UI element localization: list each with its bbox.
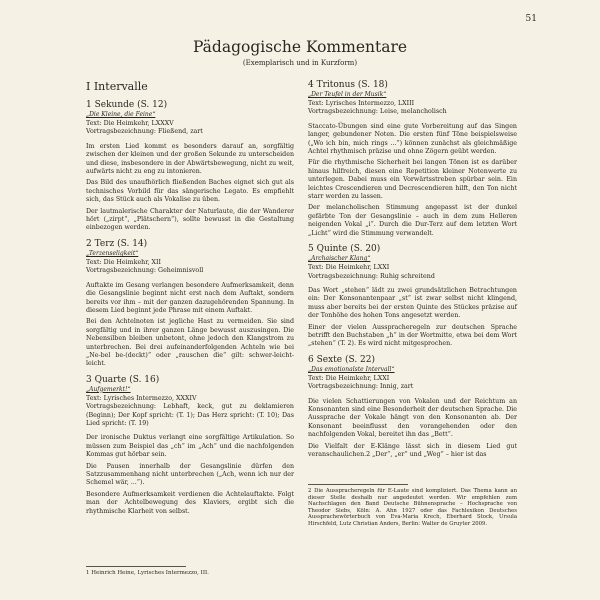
block-sekunde: [86, 100, 294, 233]
paragraph: Das Bild des unaufhörlich fließenden Baches eignet sich gut als technisches Vorbild für das sängerische Legato. Es empfiehlt sich, das Stück auch als Vokalise zu üben.: [86, 179, 294, 204]
block-tritonus: [308, 80, 517, 238]
block-meta: Vortragsbezeichnung: Fließend, zart: [86, 128, 203, 136]
page-title: Pädagogische Kommentare: [192, 38, 408, 56]
footnote-divider: [308, 484, 408, 485]
paragraph: Die Pausen innerhalb der Gesangslinie dürfen den Satzzusammenhang nicht unterbrechen („Ach, wenn ich nur der Schemel wär, ...“).: [86, 462, 294, 487]
block-meta: Vortragsbezeichnung: Ruhig schreitend: [308, 272, 435, 280]
block-quarte: [86, 375, 294, 516]
block-meta: Text: Lyrisches Intermezzo, XXXIV: [86, 394, 197, 402]
paragraph: Auftakte im Gesang verlangen besondere Aufmerksamkeit, denn die Gesangslinie beginnt nicht erst nach dem Auftakt, sondern bereits vor ihm – mit der ganzen dazugehörenden Spannung. In diesem Lied beginnt jede Phrase mit einem Auftakt.: [86, 281, 294, 314]
paragraph: Die vielen Schattierungen von Vokalen und der Reichtum an Konsonanten sind eine Besonderheit der deutschen Sprache. Die Aussprache der Vokale hängt von den Konsonanten ab. Der Konsonant beeinflusst den vorangehenden oder den nachfolgenden Vokal, bereitet ihn das „Bett“.: [308, 397, 517, 439]
paragraph: Der lautmalerische Charakter der Naturlaute, die der Wanderer hört („zirpt“, „Plätschern“), sollte bewusst in die Gestaltung einbezogen werden.: [86, 207, 294, 232]
block-meta: Vortragsbezeichnung: Lebhaft, keck, gut zu deklamieren (Beginn); Der Kopf spricht: (T. 1); Das Herz spricht: (T. 10); Das Lied spricht: (T. 19): [86, 403, 294, 427]
paragraph: Der melancholischen Stimmung angepasst ist der dunkel gefärbte Ton der Gesangslinie – auch in dem zum Helleren neigenden Vokal „i“. Durch die Dur-Terz auf dem letzten Wort „Licht“ wird die Stimmung verwandelt.: [308, 204, 517, 237]
block-meta: Vortragsbezeichnung: Innig, zart: [308, 383, 414, 391]
block-subtitle: „Archaischer Klang“: [308, 255, 371, 263]
paragraph: Die Vielfalt der E-Klänge lässt sich in diesem Lied gut veranschaulichen.2 „Der“, „er“ und „Weg“ – hier ist das: [308, 442, 517, 458]
block-terz: [86, 239, 294, 369]
block-meta: Text: Lyrisches Intermezzo, LXIII: [308, 100, 415, 107]
block-quinte: [308, 244, 517, 349]
paragraph: Der ironische Duktus verlangt eine sorgfältige Artikulation. So müssen zum Beispiel das „ch“ im „Ach“ und die nachfolgenden Kommas gut hörbar sein.: [86, 434, 294, 459]
block-meta: Text: Die Heimkehr, LXXXV: [86, 120, 174, 127]
paragraph: Im ersten Lied kommt es besonders darauf an, sorgfältig zwischen der kleinen und der großen Sekunde zu unterscheiden und diese, insbesondere in der Abwärtsbewegung, nicht zu weit, aufwärts nicht zu eng zu intonieren.: [86, 142, 294, 176]
block-meta: Text: Die Heimkehr, LXXI: [308, 264, 390, 272]
block-heading: 5 Quinte (S. 20): [308, 244, 381, 255]
section-heading: I Intervalle: [86, 80, 148, 93]
paragraph: Einer der vielen Ausspracheregeln zur deutschen Sprache betrifft den Buchstaben „h“ in der Wortmitte, etwa bei dem Wort „stehen“ (T. 2). Es wird nicht mitgesprochen.: [308, 323, 517, 348]
block-meta: Text: Die Heimkehr, XII: [86, 258, 162, 266]
footnote-text: 2 Die Ausspracheregeln für E-Laute sind kompliziert. Das Thema kann an dieser Stelle deshalb nur angedeutet werden. Wir empfehlen zum Nachschlagen den Band Deutsche Bühnensprache – Hochsprache von Theodor Siebs, Köln: A. Ahn 1927 oder das Fachlexikon Deutsches Aussprachewörterbuch von Eva-Maria Krech, Eberhard Stock, Ursula Hirschfeld, Lutz Christian Anders, Berlin: Walter de Gruyter 2009.: [308, 488, 517, 527]
right-column: [308, 80, 517, 465]
block-heading: 3 Quarte (S. 16): [86, 374, 160, 385]
block-meta: Vortragsbezeichnung: Leise, melancholisch: [308, 108, 447, 116]
paragraph: Das Wort „stehen“ lädt zu zwei grundsätzlichen Betrachtungen ein: Der Konsonantenpaar „st“ ist zwar selbst nicht klingend, muss aber bereits bei der ersten Quinte des Stückes präzise auf der Tonhöhe des hohen Tons angesetzt werden.: [308, 286, 517, 320]
paragraph: Bei den Achtelnoten ist jegliche Hast zu vermeiden. Sie sind sorgfältig und in ihrer ganzen Länge bewusst auszusingen. Die Nebensilben bleiben unbetont, ohne jedoch den Klangstrom zu unterbrechen. Bei drei aufeinanderfolgenden Achteln wie bei „Ne-bel be-(deckt)“ oder „rauschen die“ gilt: schwer-leicht-leicht.: [86, 318, 294, 368]
footnote-left: [86, 566, 294, 577]
left-column: [86, 80, 294, 522]
block-heading: 2 Terz (S. 14): [86, 238, 148, 249]
page-number: 51: [525, 14, 537, 24]
block-heading: 1 Sekunde (S. 12): [86, 100, 168, 110]
page-subtitle: (Exemplarisch und in Kurzform): [242, 59, 358, 67]
block-subtitle: „Das emotionalste Intervall“: [308, 365, 395, 373]
footnote-divider: [86, 566, 186, 567]
footnote-text: 1 Heinrich Heine, Lyrisches Intermezzo, III.: [86, 570, 209, 576]
block-subtitle: „Die Kleine, die Feine“: [86, 111, 156, 118]
block-subtitle: „Der Teufel in der Musik“: [308, 91, 387, 98]
footnote-right: [308, 484, 517, 528]
paragraph: Besondere Aufmerksamkeit verdienen die Achtelauftakte. Folgt man der Achtelbewegung des Klaviers, ergibt sich die rhythmische Klarheit von selbst.: [86, 490, 294, 515]
block-subtitle: „Aufgemerkt!“: [86, 385, 131, 393]
block-sexte: [308, 355, 517, 460]
block-meta: Text: Die Heimkehr, LXXI: [308, 374, 390, 382]
paragraph: Staccato-Übungen sind eine gute Vorbereitung auf das Singen langer, gebundener Noten. Die ersten fünf Töne beispielsweise („Wo ich bin, mich rings ...“) können zunächst als gleichmäßige Achtel rhythmisch präzise und ohne Zögern geübt werden.: [308, 122, 517, 156]
block-subtitle: „Terzenseligkeit“: [86, 249, 139, 257]
paragraph: Für die rhythmische Sicherheit bei langen Tönen ist es darüber hinaus hilfreich, diesen eine Repetition kleiner Notenwerte zu unterlegen. Dabei muss ein Vorwärtsstreben spürbar sein. Ein leichtes Crescendieren und Decrescendieren hilft, den Ton nicht starr werden zu lassen.: [308, 159, 517, 201]
block-heading: 6 Sexte (S. 22): [308, 354, 375, 365]
block-meta: Vortragsbezeichnung: Geheimnisvoll: [86, 267, 204, 275]
block-heading: 4 Tritonus (S. 18): [308, 80, 388, 90]
